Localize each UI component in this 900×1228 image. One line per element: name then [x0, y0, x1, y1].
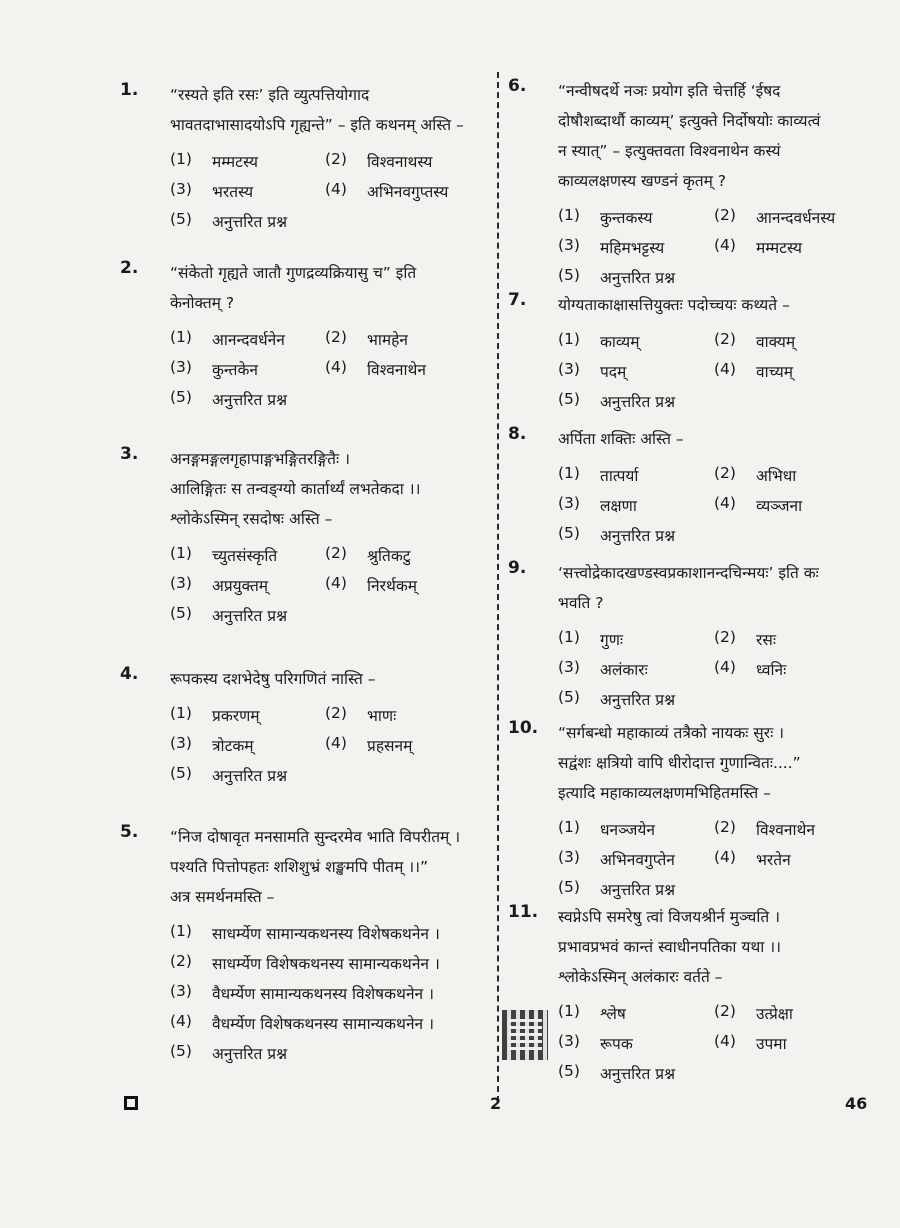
- option-number: (3): [558, 658, 580, 676]
- option-text: विश्वनाथेन: [367, 361, 426, 379]
- option-number: (4): [325, 734, 347, 752]
- option-text: धनञ्जयेन: [600, 821, 655, 839]
- option-text: वाक्यम्: [756, 333, 796, 351]
- option-text: अनुत्तरित प्रश्न: [600, 691, 676, 709]
- option-text: अनुत्तरित प्रश्न: [600, 527, 676, 545]
- question-7: [508, 290, 870, 416]
- option-number: (5): [170, 1042, 192, 1060]
- option-text: गुणः: [600, 631, 624, 649]
- option-number: (1): [170, 704, 192, 722]
- options: [170, 540, 485, 630]
- question-stem: [558, 76, 870, 196]
- stem-line: ‘सत्त्वोद्रेकादखण्डस्वप्रकाशानन्दचिन्मयः’ इति कः: [558, 564, 819, 582]
- option-text: अनुत्तरित प्रश्न: [212, 767, 288, 785]
- question-9: [508, 558, 870, 714]
- option-number: (3): [170, 734, 192, 752]
- options: [558, 814, 870, 904]
- stem-line: इत्यादि महाकाव्यलक्षणमभिहितमस्ति –: [558, 784, 771, 802]
- question-stem: [170, 822, 485, 912]
- question-stem: [558, 290, 870, 320]
- option-number: (2): [714, 628, 736, 646]
- option-text: अनुत्तरित प्रश्न: [600, 393, 676, 411]
- option-number: (1): [558, 818, 580, 836]
- question-stem: [170, 80, 485, 140]
- option-text: भरतस्य: [212, 183, 254, 201]
- option-number: (2): [170, 952, 192, 970]
- option-number: (5): [558, 524, 580, 542]
- option-number: (1): [558, 206, 580, 224]
- option-text: अनुत्तरित प्रश्न: [212, 1045, 288, 1063]
- option-text: रूपक: [600, 1035, 633, 1053]
- options: [170, 918, 485, 1068]
- option-number: (4): [714, 494, 736, 512]
- option-text: मम्मटस्य: [212, 153, 259, 171]
- option-number: (4): [714, 360, 736, 378]
- option-text: अभिधा: [756, 467, 797, 485]
- stem-line: प्रभावप्रभवं कान्तं स्वाधीनपतिका यथा ।।: [558, 938, 781, 956]
- option-number: (1): [170, 544, 192, 562]
- option-text: वाच्यम्: [756, 363, 794, 381]
- question-10: [508, 718, 870, 904]
- option-number: (3): [170, 180, 192, 198]
- question-11: [508, 902, 870, 1088]
- option-text: व्यञ्जना: [756, 497, 803, 515]
- option-number: (4): [325, 574, 347, 592]
- qr-code-icon: [502, 1010, 548, 1060]
- option-number: (1): [558, 628, 580, 646]
- option-text: अनुत्तरित प्रश्न: [212, 607, 288, 625]
- option-number: (5): [558, 266, 580, 284]
- option-number: (4): [714, 658, 736, 676]
- stem-line: स्वप्नेऽपि समरेषु त्वां विजयश्रीर्न मुञ्चति ।: [558, 908, 781, 926]
- option-text: साधर्म्येण सामान्यकथनस्य विशेषकथनेन ।: [212, 925, 440, 943]
- option-text: विश्वनाथस्य: [367, 153, 433, 171]
- option-number: (2): [714, 1002, 736, 1020]
- option-number: (5): [170, 764, 192, 782]
- question-number: 6.: [508, 76, 527, 96]
- option-text: अभिनवगुप्तेन: [600, 851, 675, 869]
- option-text: अभिनवगुप्तस्य: [367, 183, 449, 201]
- option-number: (3): [558, 848, 580, 866]
- question-number: 4.: [120, 664, 139, 684]
- question-number: 2.: [120, 258, 139, 278]
- option-text: अप्रयुक्तम्: [212, 577, 269, 595]
- question-1: [120, 80, 485, 236]
- option-number: (5): [558, 688, 580, 706]
- option-text: विश्वनाथेन: [756, 821, 815, 839]
- option-number: (1): [170, 150, 192, 168]
- stem-line: दोषौशब्दार्थौ काव्यम्’ इत्युक्ते निर्दोषयोः काव्यत्वं: [558, 112, 821, 130]
- option-text: कुन्तकेन: [212, 361, 259, 379]
- option-text: अनुत्तरित प्रश्न: [212, 391, 288, 409]
- question-stem: [558, 558, 870, 618]
- option-number: (1): [558, 464, 580, 482]
- question-number: 8.: [508, 424, 527, 444]
- option-text: श्रुतिकटु: [367, 547, 411, 565]
- option-text: वैधर्म्येण विशेषकथनस्य सामान्यकथनेन ।: [212, 1015, 434, 1033]
- question-4: [120, 664, 485, 790]
- option-text: अलंकारः: [600, 661, 648, 679]
- option-text: प्रकरणम्: [212, 707, 260, 725]
- option-number: (5): [558, 1062, 580, 1080]
- option-number: (1): [558, 330, 580, 348]
- question-6: [508, 76, 870, 292]
- option-number: (3): [170, 358, 192, 376]
- option-text: लक्षणा: [600, 497, 637, 515]
- column-divider: [497, 72, 499, 1102]
- stem-line: न स्यात्” – इत्युक्तवता विश्वनाथेन कस्यं: [558, 142, 781, 160]
- option-text: साधर्म्येण विशेषकथनस्य सामान्यकथनेन ।: [212, 955, 440, 973]
- option-text: ध्वनिः: [756, 661, 787, 679]
- question-number: 3.: [120, 444, 139, 464]
- option-text: महिमभट्टस्य: [600, 239, 665, 257]
- option-number: (1): [170, 922, 192, 940]
- option-number: (4): [714, 236, 736, 254]
- square-marker-icon: [124, 1096, 138, 1110]
- options: [170, 146, 485, 236]
- option-number: (5): [558, 390, 580, 408]
- option-text: उत्प्रेक्षा: [756, 1005, 793, 1023]
- stem-line: भावतदाभासादयोऽपि गृह्यन्ते” – इति कथनम् अस्ति –: [170, 116, 464, 134]
- option-number: (2): [714, 330, 736, 348]
- option-text: तात्पर्या: [600, 467, 639, 485]
- option-number: (5): [170, 210, 192, 228]
- stem-line: “रस्यते इति रसः’ इति व्युत्पत्तियोगाद: [170, 86, 370, 104]
- stem-line: केनोक्तम् ?: [170, 294, 235, 312]
- option-text: भरतेन: [756, 851, 791, 869]
- options: [558, 624, 870, 714]
- option-text: च्युतसंस्कृति: [212, 547, 278, 565]
- option-text: आनन्दवर्धनेन: [212, 331, 285, 349]
- stem-line: रूपकस्य दशभेदेषु परिगणितं नास्ति –: [170, 670, 376, 688]
- option-number: (1): [170, 328, 192, 346]
- option-text: पदम्: [600, 363, 627, 381]
- option-text: अनुत्तरित प्रश्न: [600, 1065, 676, 1083]
- question-5: [120, 822, 485, 1068]
- question-stem: [170, 444, 485, 534]
- stem-line: अर्पिता शक्तिः अस्ति –: [558, 430, 684, 448]
- option-text: काव्यम्: [600, 333, 640, 351]
- option-text: अनुत्तरित प्रश्न: [600, 881, 676, 899]
- question-stem: [170, 664, 485, 694]
- option-number: (5): [558, 878, 580, 896]
- question-stem: [558, 424, 870, 454]
- stem-line: पश्यति पित्तोपहतः शशिशुभ्रं शङ्खमपि पीतम् ।।”: [170, 858, 429, 876]
- option-number: (2): [325, 544, 347, 562]
- option-number: (2): [714, 206, 736, 224]
- option-text: निरर्थकम्: [367, 577, 418, 595]
- option-number: (5): [170, 388, 192, 406]
- options: [558, 998, 870, 1088]
- question-stem: [558, 718, 870, 808]
- question-number: 11.: [508, 902, 539, 922]
- option-text: वैधर्म्येण सामान्यकथनस्य विशेषकथनेन ।: [212, 985, 434, 1003]
- option-number: (3): [558, 236, 580, 254]
- option-text: प्रहसनम्: [367, 737, 413, 755]
- options: [558, 326, 870, 416]
- question-2: [120, 258, 485, 414]
- stem-line: योग्यताकाक्षासत्तियुक्तः पदोच्चयः कथ्यते –: [558, 296, 790, 314]
- page-number: 2: [490, 1094, 502, 1113]
- stem-line: श्लोकेऽस्मिन् रसदोषः अस्ति –: [170, 510, 333, 528]
- option-number: (2): [325, 704, 347, 722]
- question-number: 10.: [508, 718, 539, 738]
- stem-line: “सर्गबन्धो महाकाव्यं तत्रैको नायकः सुरः ।: [558, 724, 785, 742]
- option-number: (2): [325, 328, 347, 346]
- series-code: 46: [845, 1094, 868, 1113]
- question-stem: [558, 902, 870, 992]
- stem-line: अनङ्गमङ्गलगृहापाङ्गभङ्गितरङ्गितैः ।: [170, 450, 350, 468]
- option-number: (3): [558, 1032, 580, 1050]
- options: [558, 460, 870, 550]
- option-text: अनुत्तरित प्रश्न: [212, 213, 288, 231]
- option-text: कुन्तकस्य: [600, 209, 653, 227]
- option-text: मम्मटस्य: [756, 239, 803, 257]
- option-number: (3): [558, 494, 580, 512]
- option-text: श्लेष: [600, 1005, 626, 1023]
- stem-line: भवति ?: [558, 594, 604, 612]
- option-number: (1): [558, 1002, 580, 1020]
- question-number: 9.: [508, 558, 527, 578]
- stem-line: काव्यलक्षणस्य खण्डनं कृतम् ?: [558, 172, 727, 190]
- option-text: भामहेन: [367, 331, 409, 349]
- stem-line: सद्वंशः क्षत्रियो वापि धीरोदात्त गुणान्वितः....”: [558, 754, 801, 772]
- option-text: उपमा: [756, 1035, 787, 1053]
- question-number: 5.: [120, 822, 139, 842]
- option-text: आनन्दवर्धनस्य: [756, 209, 836, 227]
- option-number: (3): [170, 574, 192, 592]
- question-3: [120, 444, 485, 630]
- option-number: (2): [714, 464, 736, 482]
- option-number: (4): [325, 358, 347, 376]
- stem-line: “संकेतो गृह्यते जातौ गुणद्रव्यक्रियासु च” इति: [170, 264, 417, 282]
- option-number: (3): [170, 982, 192, 1000]
- stem-line: “नन्वीषदर्थे नञः प्रयोग इति चेत्तर्हि ‘ईषद: [558, 82, 781, 100]
- stem-line: अत्र समर्थनमस्ति –: [170, 888, 275, 906]
- stem-line: आलिङ्गितः स तन्वङ्ग्यो कार्तार्थ्यं लभतेकदा ।।: [170, 480, 421, 498]
- option-number: (4): [325, 180, 347, 198]
- option-number: (2): [714, 818, 736, 836]
- option-text: रसः: [756, 631, 776, 649]
- option-number: (4): [714, 1032, 736, 1050]
- option-text: भाणः: [367, 707, 397, 725]
- option-number: (2): [325, 150, 347, 168]
- option-number: (4): [170, 1012, 192, 1030]
- options: [558, 202, 870, 292]
- option-number: (5): [170, 604, 192, 622]
- option-text: अनुत्तरित प्रश्न: [600, 269, 676, 287]
- question-number: 7.: [508, 290, 527, 310]
- stem-line: “निज दोषावृत मनसामति सुन्दरमेव भाति विपरीतम् ।: [170, 828, 461, 846]
- option-number: (4): [714, 848, 736, 866]
- options: [170, 700, 485, 790]
- question-stem: [170, 258, 485, 318]
- question-number: 1.: [120, 80, 139, 100]
- option-text: त्रोटकम्: [212, 737, 254, 755]
- option-number: (3): [558, 360, 580, 378]
- options: [170, 324, 485, 414]
- stem-line: श्लोकेऽस्मिन् अलंकारः वर्तते –: [558, 968, 723, 986]
- question-8: [508, 424, 870, 550]
